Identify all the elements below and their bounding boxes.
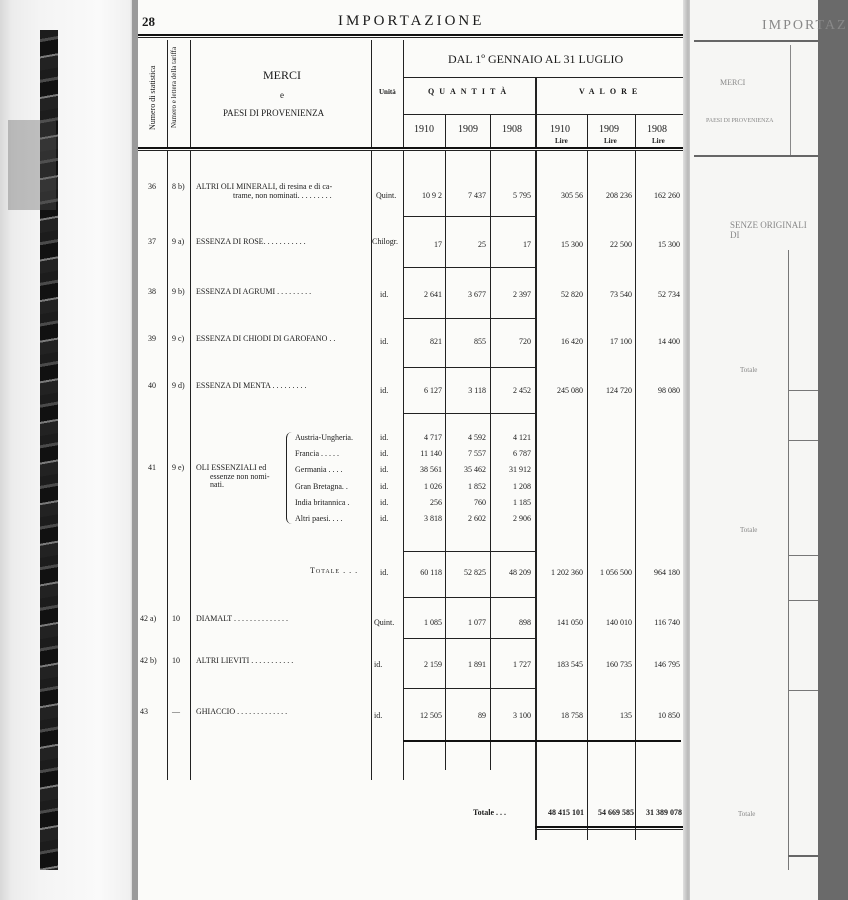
unit: id. [374, 711, 383, 720]
qty-1908: 2 397 [513, 290, 531, 299]
qty-1909: 1 852 [468, 482, 486, 491]
tariff-code: 9 a) [172, 237, 185, 246]
stat-number: 43 [140, 707, 148, 716]
page-number: 28 [142, 14, 155, 29]
qty-1910: 1 026 [424, 482, 442, 491]
facing-page [690, 0, 848, 900]
year-v-1908: 1908 [647, 124, 667, 135]
country-name: Francia . . . . . [295, 449, 339, 458]
unit: id. [380, 514, 389, 523]
tariff-code: 8 b) [172, 182, 185, 191]
qty-1908: 17 [523, 240, 531, 249]
unit: id. [380, 449, 389, 458]
unit: id. [380, 433, 389, 442]
val-1908: 964 180 [654, 568, 680, 577]
val-1910: 245 080 [557, 386, 583, 395]
val-1908: 116 740 [654, 618, 680, 627]
year-q-1910: 1910 [414, 124, 434, 135]
qty-1908: 48 209 [509, 568, 531, 577]
val-1910: 141 050 [557, 618, 583, 627]
lire-label-1910: Lire [555, 137, 568, 145]
brace [286, 432, 293, 524]
product-name: ALTRI LIEVITI . . . . . . . . . . . [196, 656, 294, 665]
col-merci-label: MERCI [263, 68, 302, 82]
qty-1908: 1 727 [513, 660, 531, 669]
qty-1908: 1 185 [513, 498, 531, 507]
qty-1910: 6 127 [424, 386, 442, 395]
val-1908: 15 300 [658, 240, 680, 249]
qty-1909: 855 [474, 337, 486, 346]
qty-1909: 760 [474, 498, 486, 507]
qty-1909: 25 [478, 240, 486, 249]
qty-1910: 3 818 [424, 514, 442, 523]
qty-1909: 4 592 [468, 433, 486, 442]
product-name: ESSENZA DI AGRUMI . . . . . . . . . [196, 287, 312, 296]
facing-totale-1: Totale [740, 366, 758, 374]
product-name-cont: essenze non nomi- [210, 472, 270, 481]
country-name: Germania . . . . [295, 465, 343, 474]
table-row [138, 334, 683, 348]
val-1908: 98 080 [658, 386, 680, 395]
stat-number: 42 a) [140, 614, 157, 623]
col-quantita-label: QUANTITÀ [428, 87, 512, 96]
product-name: ESSENZA DI ROSE. . . . . . . . . . . [196, 237, 306, 246]
facing-merci: MERCI [720, 78, 746, 87]
qty-1908: 1 208 [513, 482, 531, 491]
val-1910: 16 420 [561, 337, 583, 346]
val-1910: 18 758 [561, 711, 583, 720]
col-stat-label: Numero di statistica [148, 65, 157, 130]
qty-1910: 821 [430, 337, 442, 346]
unit: id. [380, 568, 389, 577]
tariff-code: 9 e) [172, 463, 185, 472]
qty-1908: 4 121 [513, 433, 531, 442]
qty-1910: 1 085 [424, 618, 442, 627]
val-1909: 17 100 [610, 337, 632, 346]
qty-1908: 2 906 [513, 514, 531, 523]
qty-1909: 35 462 [464, 465, 486, 474]
table-row [138, 381, 683, 395]
qty-1909: 1 891 [468, 660, 486, 669]
val-1910: 52 820 [561, 290, 583, 299]
qty-1908: 898 [519, 618, 531, 627]
col-e-label: e [280, 90, 284, 100]
qty-1909: 7 557 [468, 449, 486, 458]
val-1910: 1 202 360 [551, 568, 583, 577]
stat-number: 41 [148, 463, 156, 472]
qty-1910: 17 [434, 240, 442, 249]
qty-1910: 2 641 [424, 290, 442, 299]
table-row [138, 182, 683, 212]
qty-1910: 4 717 [424, 433, 442, 442]
unit: Chilogr. [372, 237, 399, 246]
val-1908: 14 400 [658, 337, 680, 346]
country-name: Austria-Ungheria. [295, 433, 353, 442]
qty-1909: 3 118 [468, 386, 486, 395]
val-1909: 124 720 [606, 386, 632, 395]
val-1909: 1 056 500 [600, 568, 632, 577]
unit: id. [380, 290, 389, 299]
col-tariff-label: Numero e lettera della tariffa [170, 46, 178, 128]
grand-total-1908: 31 389 078 [646, 808, 682, 817]
period-label: DAL 1º GENNAIO AL 31 LUGLIO [448, 52, 624, 66]
facing-totale-3: Totale [738, 810, 756, 818]
product-name-cont: trame, non nominati. . . . . . . . . [233, 191, 332, 200]
year-v-1910: 1910 [550, 124, 570, 135]
year-q-1908: 1908 [502, 124, 522, 135]
val-1908: 162 260 [654, 191, 680, 200]
stat-number: 40 [148, 381, 156, 390]
val-1909: 208 236 [606, 191, 632, 200]
grand-total-1910: 48 415 101 [548, 808, 584, 817]
qty-1909: 3 677 [468, 290, 486, 299]
facing-title: IMPORTAZ [762, 18, 848, 33]
col-valore-label: VALORE [579, 87, 643, 96]
unit: Quint. [374, 618, 395, 627]
unit: id. [380, 337, 389, 346]
product-name-cont2: nati. [210, 480, 224, 489]
qty-1909: 2 602 [468, 514, 486, 523]
tariff-code: 9 d) [172, 381, 185, 390]
qty-1908: 3 100 [513, 711, 531, 720]
stat-number: 37 [148, 237, 156, 246]
unit: id. [380, 498, 389, 507]
val-1909: 160 735 [606, 660, 632, 669]
val-1909: 73 540 [610, 290, 632, 299]
qty-1909: 89 [478, 711, 486, 720]
product-name: ESSENZA DI MENTA . . . . . . . . . [196, 381, 307, 390]
edge-shading [8, 120, 56, 210]
product-name: DIAMALT . . . . . . . . . . . . . . [196, 614, 289, 623]
qty-1908: 2 452 [513, 386, 531, 395]
tariff-code: 9 b) [172, 287, 185, 296]
qty-1909: 7 437 [468, 191, 486, 200]
country-name: Altri paesi. . . . [295, 514, 343, 523]
val-1908: 52 734 [658, 290, 680, 299]
product-name: OLI ESSENZIALI ed [196, 463, 267, 472]
qty-1910: 38 561 [420, 465, 442, 474]
qty-1908: 720 [519, 337, 531, 346]
tariff-code: — [172, 707, 180, 716]
qty-1910: 60 118 [420, 568, 442, 577]
stat-number: 36 [148, 182, 156, 191]
page-title: IMPORTAZIONE [338, 13, 485, 29]
val-1910: 15 300 [561, 240, 583, 249]
unit: Quint. [376, 191, 397, 200]
qty-1910: 2 159 [424, 660, 442, 669]
qty-1909: 1 077 [468, 618, 486, 627]
val-1908: 146 795 [654, 660, 680, 669]
val-1909: 140 010 [606, 618, 632, 627]
grand-total-1909: 54 669 585 [598, 808, 634, 817]
product-name: ESSENZA DI CHIODI DI GAROFANO . . [196, 334, 336, 343]
lire-label-1908: Lire [652, 137, 665, 145]
val-1908: 10 850 [658, 711, 680, 720]
product-name: ALTRI OLI MINERALI, di resina e di ca- [196, 182, 333, 191]
col-unita-label: Unità [379, 88, 396, 96]
facing-section: SENZE ORIGINALI DI [730, 220, 807, 240]
country-name: Gran Bretagna. . [295, 482, 348, 491]
unit: id. [374, 660, 383, 669]
facing-paesi: PAESI DI PROVENIENZA [706, 118, 774, 124]
lire-label-1909: Lire [604, 137, 617, 145]
table-row [138, 237, 683, 251]
unit: id. [380, 482, 389, 491]
qty-1910: 12 505 [420, 711, 442, 720]
tariff-code: 10 [172, 614, 180, 623]
totale-label: Totale . . . [310, 566, 359, 575]
val-1910: 305 56 [561, 191, 583, 200]
qty-1908: 31 912 [509, 465, 531, 474]
unit: id. [380, 386, 389, 395]
qty-1908: 6 787 [513, 449, 531, 458]
tariff-code: 10 [172, 656, 180, 665]
table-row [138, 287, 683, 301]
qty-1909: 52 825 [464, 568, 486, 577]
qty-1908: 5 795 [513, 191, 531, 200]
facing-totale-2: Totale [740, 526, 758, 534]
qty-1910: 11 140 [420, 449, 442, 458]
stat-number: 42 b) [140, 656, 157, 665]
qty-1910: 10 9 2 [422, 191, 442, 200]
stat-number: 38 [148, 287, 156, 296]
unit: id. [380, 465, 389, 474]
val-1909: 22 500 [610, 240, 632, 249]
col-paesi-label: PAESI DI PROVENIENZA [223, 108, 325, 118]
main-page [138, 0, 686, 900]
country-name: India britannica . [295, 498, 350, 507]
year-q-1909: 1909 [458, 124, 478, 135]
grand-total-label: Totale . . . [473, 808, 507, 817]
year-v-1909: 1909 [599, 124, 619, 135]
stat-number: 39 [148, 334, 156, 343]
val-1909: 135 [620, 711, 632, 720]
qty-1910: 256 [430, 498, 442, 507]
val-1910: 183 545 [557, 660, 583, 669]
tariff-code: 9 c) [172, 334, 185, 343]
product-name: GHIACCIO . . . . . . . . . . . . . [196, 707, 288, 716]
